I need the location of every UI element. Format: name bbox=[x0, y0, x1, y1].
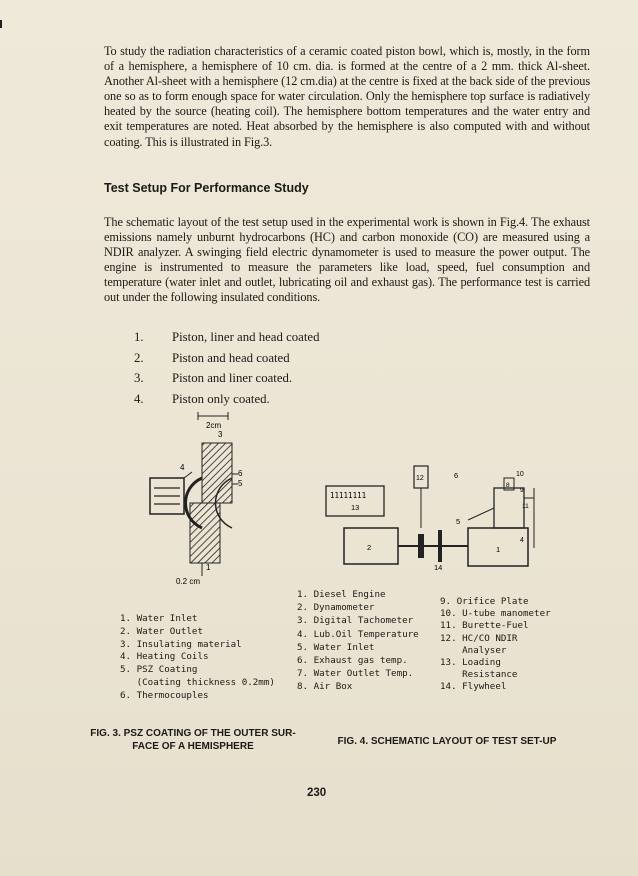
fig4-legend-item: 1. Diesel Engine bbox=[297, 589, 386, 600]
fig4-callout: 11 bbox=[522, 503, 529, 510]
fig4-callout: 10 bbox=[516, 471, 524, 478]
fig3-callout: 5 bbox=[238, 479, 243, 488]
fig4-callout: 14 bbox=[434, 563, 443, 572]
fig4-legend-right bbox=[440, 596, 551, 694]
fig4-legend-item: 12. HC/CO NDIR bbox=[440, 632, 518, 644]
fig3-hemisphere-diagram bbox=[140, 408, 265, 588]
fig3-legend-item: 6. Thermocouples bbox=[120, 689, 209, 701]
fig3-callout: 4 bbox=[180, 463, 185, 472]
page-edge-mark bbox=[0, 20, 7, 28]
fig4-display-digits: 11111111 bbox=[330, 491, 367, 500]
fig3-callout: 6 bbox=[238, 469, 243, 478]
fig4-callout: 8 bbox=[506, 482, 510, 489]
fig4-legend-item: 5. Water Inlet bbox=[297, 641, 375, 653]
fig4-callout: 2 bbox=[367, 543, 372, 552]
conditions-list bbox=[134, 330, 434, 412]
fig4-callout: 12 bbox=[416, 475, 424, 482]
condition-item: 3. Piston and liner coated. bbox=[134, 371, 293, 385]
fig3-callout: 3 bbox=[218, 430, 223, 439]
fig3-legend-item: 4. Heating Coils bbox=[120, 651, 209, 663]
fig4-legend-item: Resistance bbox=[440, 669, 518, 681]
fig3-dim-bottom: 0.2 cm bbox=[176, 577, 201, 586]
fig4-legend-item: 14. Flywheel bbox=[440, 681, 507, 693]
intro-paragraph: To study the radiation characteristics of a ceramic coated piston bowl, which is, mostly, in the form of a hemisphere, a hemisphere of 10 cm. dia. is formed at the centre of a 2 mm. thick Al-sheet. Another Al-sheet with a hemisphere (12 cm.dia) at the centre is fixed at the back side of the previous one so as to form enough space for water circulation. Only the hemisphere top surface is radiatively heated by the source (heating coil). The hemisphere bottom temperatures and the water entry and exit temperatures are noted. Heat absorbed by the hemisphere is also computed with and without coating. This is illustrated in Fig.3. bbox=[104, 44, 590, 149]
fig4-legend-item: 3. Digital Tachometer bbox=[297, 615, 414, 627]
fig4-callout: 13 bbox=[351, 503, 360, 512]
fig3-callout: 1 bbox=[206, 563, 211, 572]
fig3-legend-item: (Coating thickness 0.2mm) bbox=[120, 676, 275, 688]
condition-item: 1. Piston, liner and head coated bbox=[134, 330, 320, 344]
fig4-callout: 9 bbox=[520, 487, 524, 494]
fig4-legend-left bbox=[297, 588, 419, 694]
fig3-legend-item: 3. Insulating material bbox=[120, 638, 242, 650]
fig3-dim-top: 2cm bbox=[206, 421, 222, 430]
fig4-callout: 4 bbox=[520, 537, 524, 544]
fig3-legend-item: 1. Water Inlet bbox=[120, 613, 198, 624]
condition-item: 2. Piston and head coated bbox=[134, 350, 290, 365]
page-number: 230 bbox=[307, 787, 327, 799]
section-heading: Test Setup For Performance Study bbox=[104, 181, 309, 195]
fig4-callout: 1 bbox=[496, 545, 501, 554]
setup-paragraph: The schematic layout of the test setup used in the experimental work is shown in Fig.4. The exhaust emissions namely unburnt hydrocarbons (HC) and carbon monoxide (CO) are measured using a NDIR analyzer. A swinging field electric dynamometer is used to measure the power output. The engine is instrumented to measure the parameters like load, speed, fuel consumption and temperature (water inlet and outlet, lubricating oil and exhaust gas). The performance test is carried out under the following insulated conditions. bbox=[104, 215, 590, 305]
fig4-callout: 5 bbox=[456, 517, 461, 526]
fig4-legend-item: 10. U-tube manometer bbox=[440, 608, 551, 620]
fig3-caption: FIG. 3. PSZ COATING OF THE OUTER SUR- FACE OF A HEMISPHERE bbox=[90, 728, 296, 752]
fig4-legend-item: 4. Lub.Oil Temperature bbox=[297, 628, 419, 640]
fig4-legend-item: 11. Burette-Fuel bbox=[440, 620, 529, 632]
condition-item: 4. Piston only coated. bbox=[134, 391, 270, 406]
fig4-legend-item: 6. Exhaust gas temp. bbox=[297, 655, 408, 667]
fig4-callout: 6 bbox=[454, 471, 459, 480]
fig4-test-setup-diagram bbox=[318, 458, 543, 578]
fig4-legend-item: 8. Air Box bbox=[297, 681, 353, 693]
fig4-legend-item: 9. Orifice Plate bbox=[440, 596, 529, 607]
fig4-legend-item: 2. Dynamometer bbox=[297, 602, 375, 614]
fig4-legend-item: 13. Loading bbox=[440, 657, 501, 669]
fig3-legend-item: 5. PSZ Coating bbox=[120, 664, 198, 676]
fig3-legend-item: 2. Water Outlet bbox=[120, 625, 203, 637]
fig4-legend-item: 7. Water Outlet Temp. bbox=[297, 668, 414, 680]
fig3-legend bbox=[120, 613, 275, 703]
fig4-legend-item: Analyser bbox=[440, 644, 507, 656]
fig4-caption: FIG. 4. SCHEMATIC LAYOUT OF TEST SET-UP bbox=[337, 736, 557, 747]
